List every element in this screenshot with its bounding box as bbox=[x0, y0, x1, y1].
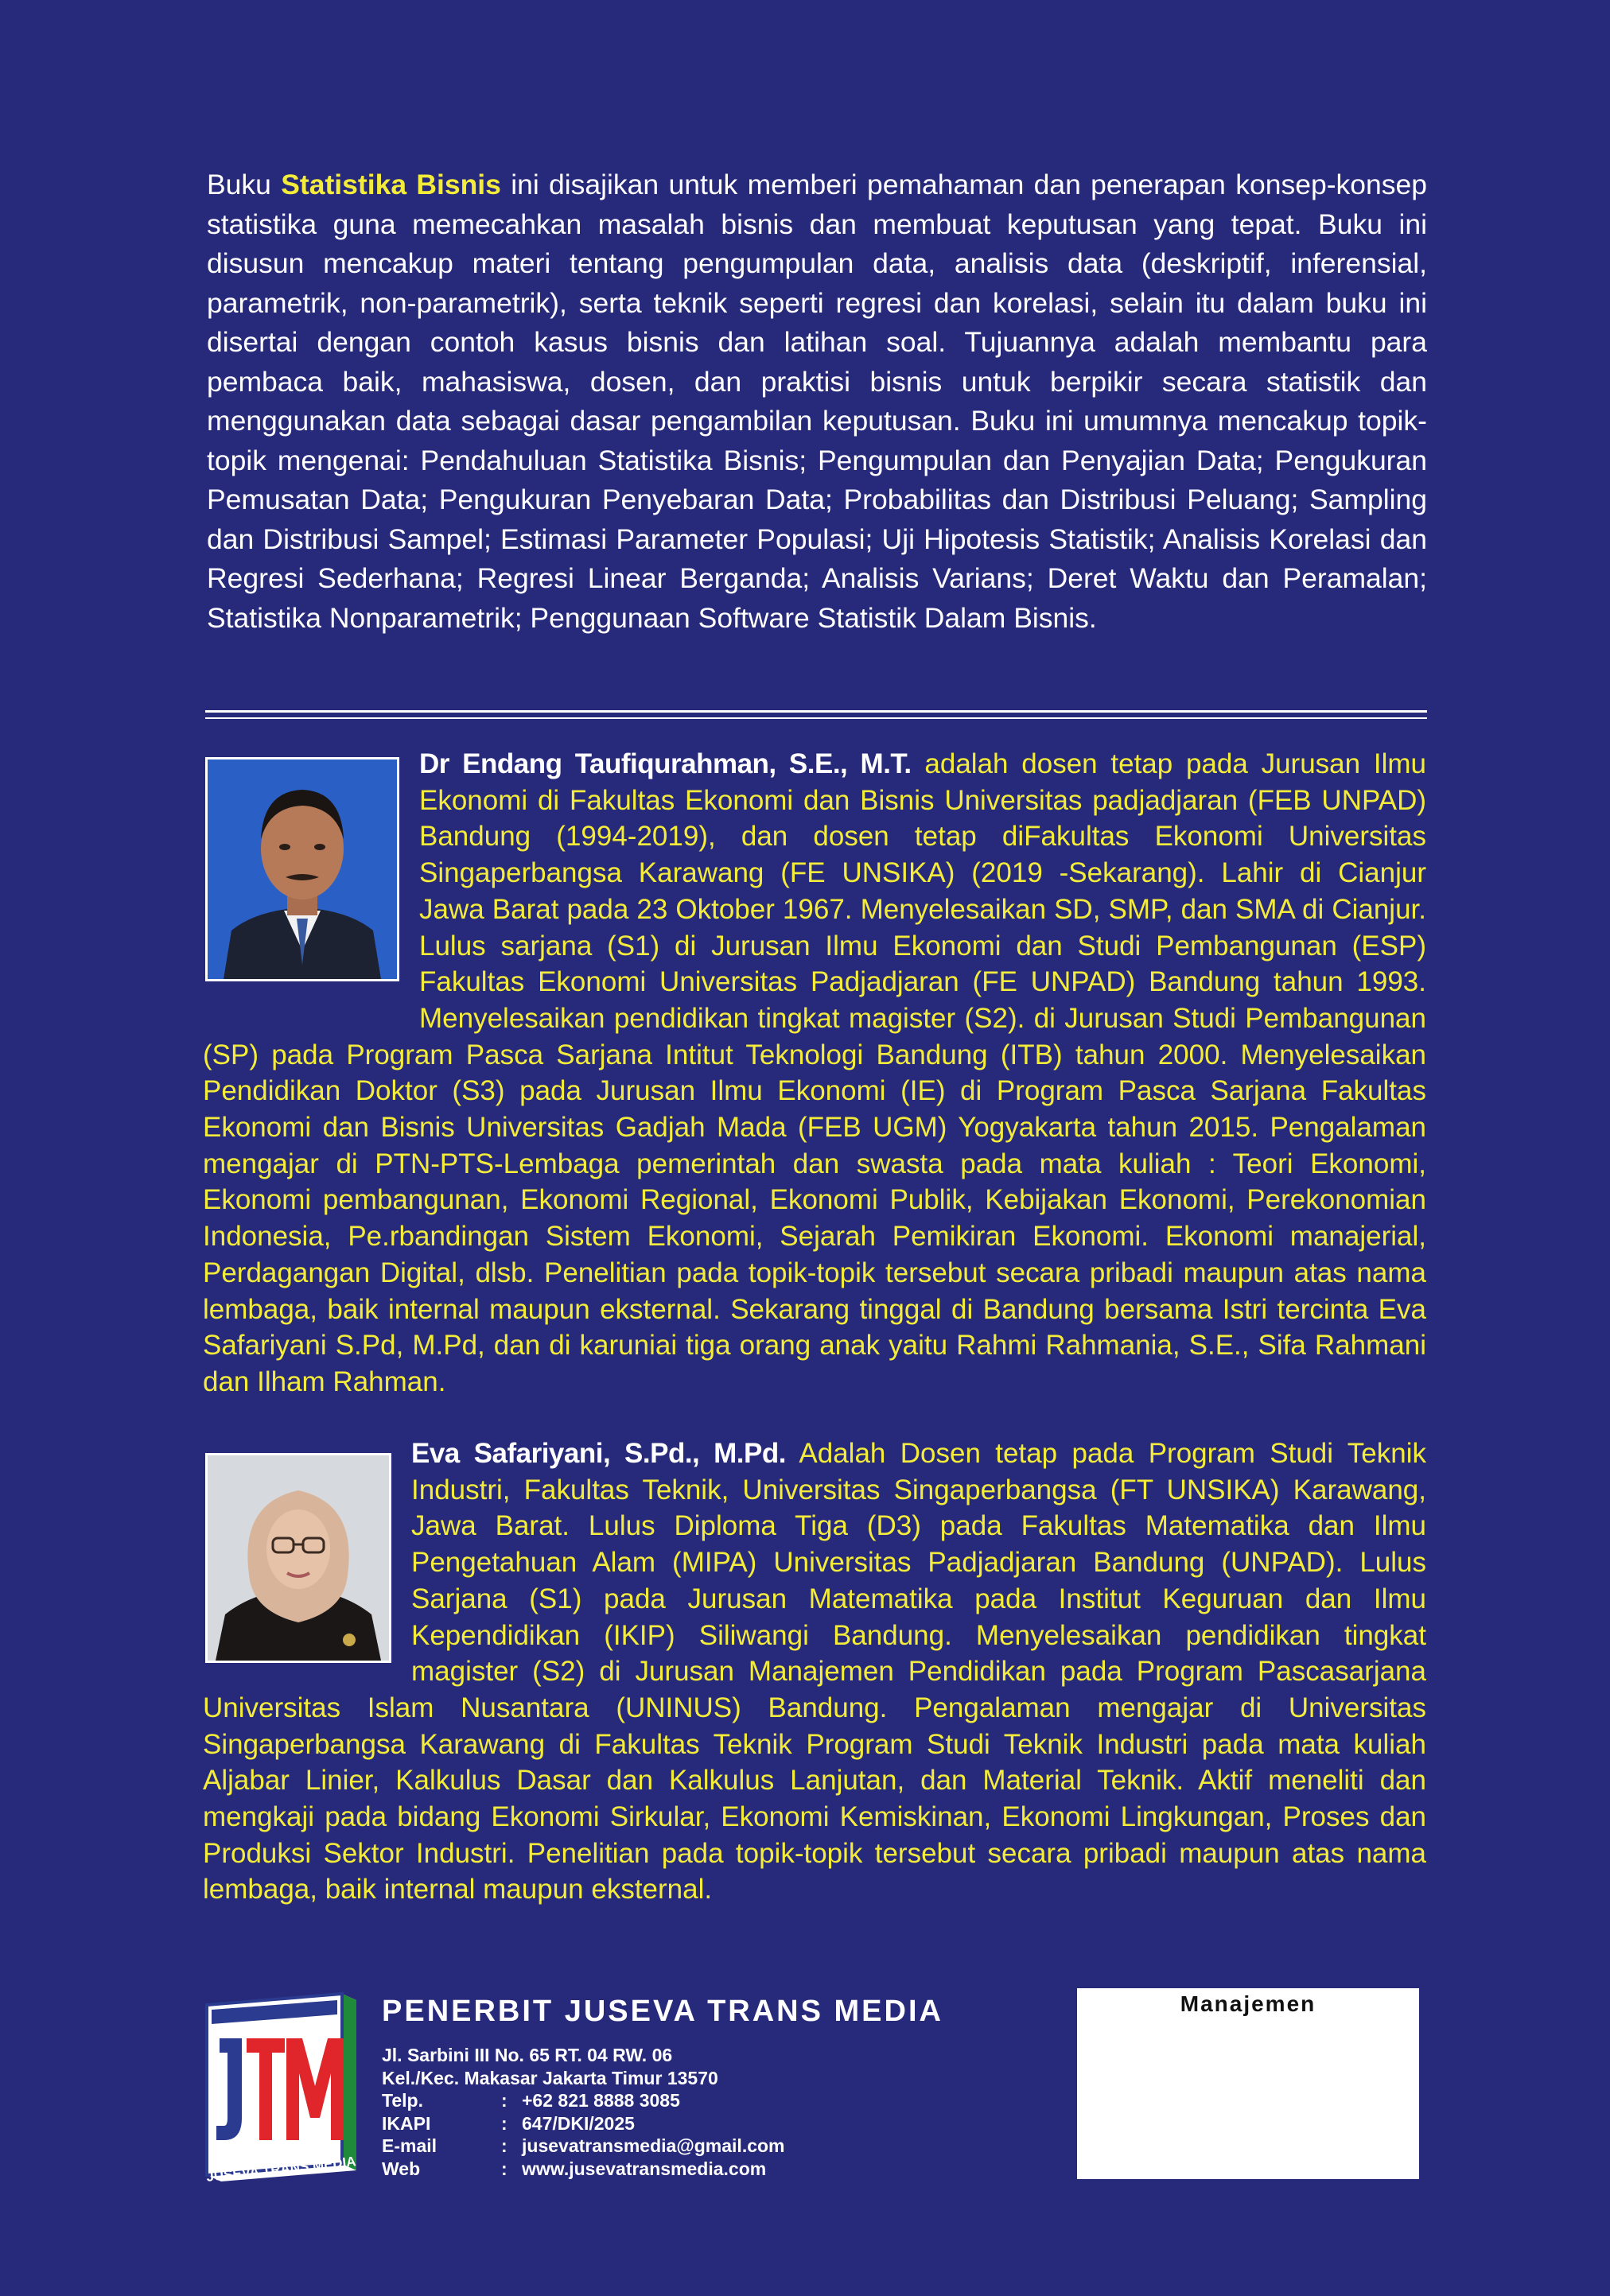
synopsis-text: ini disajikan untuk memberi pemahaman dan penerapan konsep-konsep statistika guna memecahkan masalah bisnis dan membuat keputusan yang tepat. Buku ini disusun mencakup materi tentang pengumpulan data, analisis data (deskriptif, inferensial, parametrik, non-parametrik), serta teknik seperti regresi dan korelasi, selain itu dalam buku ini disertai dengan contoh kasus bisnis dan latihan soal. Tujuannya adalah membantu para pembaca baik, mahasiswa, dosen, dan praktisi bisnis untuk berpikir secara statistik dan menggunakan data sebagai dasar pengambilan keputusan. Buku ini umumnya mencakup topik-topik mengenai: Pendahuluan Statistika Bisnis; Pengumpulan dan Penyajian Data; Pengukuran Pemusatan Data; Pengukuran Penyebaran Data; Probabilitas dan Distribusi Peluang; Sampling dan Distribusi Sampel; Estimasi Parameter Populasi; Uji Hipotesis Statistik; Analisis Korelasi dan Regresi Sederhana; Regresi Linear Berganda; Analisis Varians; Deret Waktu dan Peramalan; Statistika Nonparametrik; Penggunaan Software Statistik Dalam Bisnis. bbox=[207, 169, 1427, 634]
synopsis bbox=[207, 165, 1427, 638]
publisher-logo bbox=[200, 1991, 363, 2188]
book-logo-icon bbox=[200, 1991, 363, 2188]
row-label: E-mail bbox=[382, 2135, 438, 2156]
row-value: 647/DKI/2025 bbox=[522, 2112, 635, 2134]
divider-thick bbox=[205, 710, 1427, 713]
photo-spacer bbox=[203, 1435, 411, 1688]
publisher-address-1: Jl. Sarbini III No. 65 RT. 04 RW. 06 bbox=[382, 2045, 673, 2065]
row-label: Telp. bbox=[382, 2090, 423, 2111]
photo-spacer bbox=[203, 746, 419, 1000]
publisher-name: PENERBIT JUSEVA TRANS MEDIA bbox=[382, 1995, 943, 2028]
author-bio-1 bbox=[203, 746, 1426, 1401]
author-bio-text-2: Adalah Dosen tetap pada Program Studi Teknik Industri, Fakultas Teknik, Universitas Singaperbangsa (FT UNSIKA) Karawang, Jawa Barat. Lulus Diploma Tiga (D3) pada Fakultas Matematika dan Ilmu Pengetahuan Alam (MIPA) Universitas Padjadjaran Bandung (UNPAD). Lulus Sarjana (S1) pada Jurusan Matematika pada Institut Keguruan dan Ilmu Kependidikan (IKIP) Siliwangi Bandung. Menyelesaikan pendidikan tingkat magister (S2) di Jurusan Manajemen Pendidikan pada Program Pascasarjana Universitas Islam Nusantara (UNINUS) Bandung. Pengalaman mengajar di Universitas Singaperbangsa Karawang di Fakultas Teknik Program Studi Teknik Industri pada mata kuliah Aljabar Linier, Kalkulus Dasar dan Kalkulus Lanjutan, dan Material Teknik. Aktif meneliti dan mengkaji pada bidang Ekonomi Sirkular, Ekonomi Kemiskinan, Ekonomi Lingkungan, Proses dan Produksi Sektor Industri. Penelitian pada topik-topik tersebut secara pribadi maupun atas nama lembaga, baik internal maupun eksternal. bbox=[203, 1438, 1426, 1906]
author-bio-text-1: adalah dosen tetap pada Jurusan Ilmu Ekonomi di Fakultas Ekonomi dan Bisnis Universitas padjadjaran (FEB UNPAD) Bandung (1994-2019), dan dosen tetap diFakultas Ekonomi Universitas Singaperbangsa Karawang (FE UNSIKA) (2019 -Sekarang). Lahir di Cianjur Jawa Barat pada 23 Oktober 1967. Menyelesaikan SD, SMP, dan SMA di Cianjur. Lulus sarjana (S1) di Jurusan Ilmu Ekonomi dan Studi Pembangunan (ESP) Fakultas Ekonomi Universitas Padjadjaran (FE UNPAD) Bandung tahun 1993. Menyelesaikan pendidikan tingkat magister (S2). di Jurusan Studi Pembangunan (SP) pada Program Pasca Sarjana Intitut Teknologi Bandung (ITB) tahun 2000. Menyelesaikan Pendidikan Doktor (S3) pada Jurusan Ilmu Ekonomi (IE) di Program Pasca Sarjana Fakultas Ekonomi dan Bisnis Universitas Gadjah Mada (FEB UGM) Yogyakarta tahun 2015. Pengalaman mengajar di PTN-PTS-Lembaga pemerintah dan swasta pada mata kuliah : Teori Ekonomi, Ekonomi pembangunan, Ekonomi Regional, Ekonomi Publik, Kebijakan Ekonomi, Perekonomian Indonesia, Pe.rbandingan Sistem Ekonomi, Sejarah Pemikiran Ekonomi. Ekonomi manajerial, Perdagangan Digital, dlsb. Penelitian pada topik-topik tersebut secara pribadi maupun atas nama lembaga, baik internal maupun eksternal. Sekarang tinggal di Bandung bersama Istri tercinta Eva Safariyani S.Pd, M.Pd, dan di karuniai tiga orang anak yaitu Rahmi Rahmania, S.E., Sifa Rahmani dan Ilham Rahman. bbox=[203, 748, 1426, 1397]
row-colon: : bbox=[501, 2158, 508, 2179]
logo-caption: JUSEVA TRANS MEDIA bbox=[205, 2154, 357, 2185]
row-colon: : bbox=[501, 2090, 508, 2111]
book-title: Statistika Bisnis bbox=[281, 169, 501, 200]
barcode-box bbox=[1077, 1988, 1419, 2179]
author-bio-2 bbox=[203, 1435, 1426, 1908]
publisher-row-web bbox=[382, 2158, 943, 2181]
row-colon: : bbox=[501, 2112, 508, 2134]
publisher-address-2: Kel./Kec. Makasar Jakarta Timur 13570 bbox=[382, 2067, 718, 2088]
book-category: Manajemen bbox=[1180, 1991, 1316, 2016]
publisher-row-phone bbox=[382, 2089, 943, 2112]
row-colon: : bbox=[501, 2135, 508, 2156]
author-name-1: Dr Endang Taufiqurahman, S.E., M.T. bbox=[419, 748, 912, 779]
row-value: www.jusevatransmedia.com bbox=[522, 2158, 767, 2179]
row-value: jusevatransmedia@gmail.com bbox=[522, 2135, 785, 2156]
publisher-row-email bbox=[382, 2135, 943, 2158]
row-label: Web bbox=[382, 2158, 421, 2179]
row-value: +62 821 8888 3085 bbox=[522, 2090, 680, 2111]
row-label: IKAPI bbox=[382, 2112, 431, 2134]
publisher-info bbox=[382, 1993, 943, 2180]
author-name-2: Eva Safariyani, S.Pd., M.Pd. bbox=[411, 1438, 786, 1469]
publisher-row-ikapi bbox=[382, 2112, 943, 2135]
synopsis-prefix: Buku bbox=[207, 169, 282, 200]
publisher-details bbox=[382, 2044, 943, 2180]
divider-thin bbox=[205, 717, 1427, 719]
